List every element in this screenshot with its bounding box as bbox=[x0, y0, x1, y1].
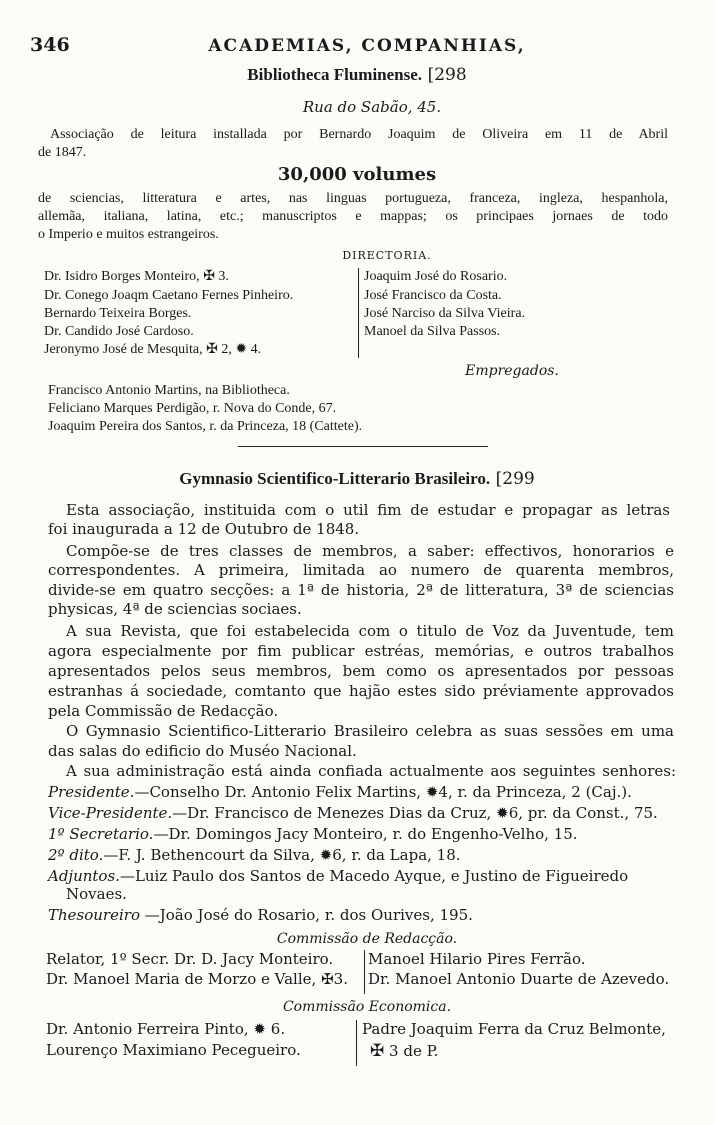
empregado: Francisco Antonio Martins, na Bibliotheca. bbox=[48, 383, 290, 398]
directoria-member: José Narciso da Silva Vieira. bbox=[364, 306, 526, 321]
order-of-rose-icon: ✹ bbox=[425, 783, 439, 801]
directoria-member-name: Bernardo Teixeira Borges. bbox=[44, 306, 192, 321]
section-298-title: Bibliotheca Fluminense. bbox=[247, 65, 423, 84]
directoria-heading: DIRECTORIA. bbox=[342, 249, 432, 262]
running-title: ACADEMIAS, COMPANHIAS, bbox=[208, 36, 526, 56]
order-of-christ-icon: ✠ bbox=[206, 342, 218, 357]
directoria-member bbox=[44, 325, 194, 339]
order-of-christ-icon: ✠ bbox=[321, 970, 334, 988]
redaccao-column-divider bbox=[364, 950, 365, 994]
directoria-member-name: Dr. Candido José Cardoso. bbox=[44, 324, 194, 339]
paragraph-line: divide-se em quatro secções: a 1ª de historia, 2ª de litteratura, 3ª de sciencias bbox=[48, 581, 674, 599]
directoria-member bbox=[44, 307, 191, 321]
paragraph-line: Esta associação, instituida com o util fim de estudar e propagar as letras bbox=[66, 501, 670, 519]
paragraph-line: A sua Revista, que foi estabelecida com o titulo de Voz da Juventude, tem bbox=[66, 622, 674, 640]
officer-role: 2º dito. bbox=[48, 846, 104, 864]
commission-member: Dr. Manoel Antonio Duarte de Azevedo. bbox=[368, 970, 670, 988]
directoria-member bbox=[44, 343, 261, 357]
section-298-volumes: 30,000 volumes bbox=[277, 164, 437, 185]
officer-vice-president bbox=[48, 806, 658, 821]
order-of-rose-icon: ✹ bbox=[319, 846, 333, 864]
officer-name: —Dr. Francisco de Menezes Dias da Cruz, bbox=[172, 804, 492, 822]
officer-first-secretary bbox=[48, 827, 578, 842]
officer-role: 1º Secretario. bbox=[48, 825, 154, 843]
commissao-redaccao-heading: Commissão de Redacção. bbox=[276, 931, 458, 947]
officer-address: 6, pr. da Const., 75. bbox=[508, 804, 658, 822]
section-299-title-row bbox=[0, 470, 714, 488]
directoria-column-divider bbox=[358, 268, 359, 358]
commission-member-name: Dr. Manoel Maria de Morzo e Valle, bbox=[46, 970, 317, 988]
commission-member bbox=[46, 972, 348, 987]
officer-adjuntos-continued: Novaes. bbox=[66, 885, 127, 903]
paragraph-line: O Gymnasio Scientifico-Litterario Brasileiro celebra as suas sessões em uma bbox=[66, 722, 674, 740]
directoria-member bbox=[44, 289, 293, 303]
paragraph-line: estranhas á sociedade, comtanto que hajão estes sido préviamente approvados bbox=[48, 682, 674, 700]
section-298-address: Rua do Sabão, 45. bbox=[302, 98, 442, 116]
paragraph-line: correspondentes. A primeira, limitada ao numero de quarenta membros, bbox=[48, 561, 674, 579]
commission-member: Lourenço Maximiano Pecegueiro. bbox=[46, 1041, 301, 1059]
empregado: Joaquim Pereira dos Santos, r. da Princeza, 18 (Cattete). bbox=[48, 419, 363, 434]
section-299-number: [299 bbox=[495, 469, 535, 489]
commission-member: Padre Joaquim Ferra da Cruz Belmonte, bbox=[362, 1020, 666, 1038]
officer-role: Vice-Presidente. bbox=[48, 804, 173, 822]
commission-member: Manoel Hilario Pires Ferrão. bbox=[368, 950, 586, 968]
officer-name: —Conselho Dr. Antonio Felix Martins, bbox=[134, 783, 422, 801]
section-divider bbox=[238, 446, 488, 447]
commission-member bbox=[46, 1022, 285, 1037]
officer-address: 4, r. da Princeza, 2 (Caj.). bbox=[438, 783, 632, 801]
paragraph-line: physicas, 4ª de sciencias sociaes. bbox=[48, 600, 302, 618]
officer-second-secretary bbox=[48, 848, 461, 863]
commission-member-tail: 3. bbox=[333, 970, 348, 988]
directoria-member-tail: 3. bbox=[218, 269, 229, 284]
section-298-desc-2: allemãa, italiana, latina, etc.; manuscriptos e mappas; os principaes jornaes de todo bbox=[38, 209, 668, 224]
commission-member-name: Dr. Antonio Ferreira Pinto, bbox=[46, 1020, 249, 1038]
commissao-economica-heading: Commissão Economica. bbox=[282, 999, 452, 1015]
commission-member bbox=[362, 1043, 438, 1060]
directoria-member-name: Jeronymo José de Mesquita, bbox=[44, 342, 203, 357]
paragraph-line: A sua administração está ainda confiada actualmente aos seguintes senhores: bbox=[66, 762, 676, 780]
page-number: 346 bbox=[30, 34, 70, 56]
paragraph-line: apresentados pelos seus membros, bem como os apresentados por pessoas bbox=[48, 662, 674, 680]
empregado: Feliciano Marques Perdigão, r. Nova do Conde, 67. bbox=[48, 401, 337, 416]
officer-role: Presidente. bbox=[48, 783, 135, 801]
officer-name: —F. J. Bethencourt da Silva, bbox=[103, 846, 315, 864]
section-298-intro-1: Associação de leitura installada por Bernardo Joaquim de Oliveira em 11 de Abril bbox=[50, 127, 668, 142]
order-of-rose-icon: ✹ bbox=[253, 1020, 266, 1038]
paragraph-line: pela Commissão de Redacção. bbox=[48, 702, 279, 720]
officer-name: —João José do Rosario, r. dos Ourives, 195. bbox=[144, 906, 473, 924]
paragraph-line: foi inaugurada a 12 de Outubro de 1848. bbox=[48, 520, 360, 538]
commission-member: Relator, 1º Secr. Dr. D. Jacy Monteiro. bbox=[46, 950, 334, 968]
paragraph-line: agora especialmente por fim publicar estréas, memórias, e outros trabalhos bbox=[48, 642, 674, 660]
empregados-heading: Empregados. bbox=[465, 363, 559, 379]
directoria-member: Manoel da Silva Passos. bbox=[364, 324, 501, 339]
section-298-intro-2: de 1847. bbox=[38, 145, 87, 160]
order-of-christ-icon: ✠ bbox=[370, 1041, 385, 1061]
paragraph-line: Compõe-se de tres classes de membros, a saber: effectivos, honorarios e bbox=[66, 542, 674, 560]
directoria-member bbox=[44, 270, 229, 284]
officer-role: Adjuntos. bbox=[48, 867, 120, 885]
officer-adjuntos bbox=[48, 869, 628, 884]
directoria-member-name: Dr. Isidro Borges Monteiro, bbox=[44, 269, 200, 284]
officer-name: —Luiz Paulo dos Santos de Macedo Ayque, e Justino de Figueiredo bbox=[119, 867, 629, 885]
commission-member-tail: 6. bbox=[270, 1020, 286, 1038]
officer-address: 6, r. da Lapa, 18. bbox=[332, 846, 461, 864]
economica-column-divider bbox=[356, 1020, 357, 1066]
section-298-desc-3: o Imperio e muitos estrangeiros. bbox=[38, 227, 219, 242]
directoria-member: Joaquim José do Rosario. bbox=[364, 269, 508, 284]
directoria-member: José Francisco da Costa. bbox=[364, 288, 502, 303]
section-299-title: Gymnasio Scientifico-Litterario Brasileiro. bbox=[179, 469, 491, 488]
officer-treasurer bbox=[48, 908, 473, 923]
section-298-desc-1: de sciencias, litteratura e artes, nas linguas portugueza, franceza, ingleza, hespanhola, bbox=[38, 191, 668, 206]
officer-president bbox=[48, 785, 632, 800]
directoria-member-tail: 2, bbox=[221, 342, 232, 357]
directoria-member-tail-2: 4. bbox=[250, 342, 262, 357]
order-of-christ-icon: ✠ bbox=[203, 269, 215, 284]
section-298-number: [298 bbox=[427, 65, 467, 85]
officer-role: Thesoureiro bbox=[48, 906, 140, 924]
paragraph-line: das salas do edificio do Muséo Nacional. bbox=[48, 742, 357, 760]
officer-name: —Dr. Domingos Jacy Monteiro, r. do Engenho-Velho, 15. bbox=[153, 825, 578, 843]
section-298-title-row bbox=[0, 66, 714, 84]
directoria-member-name: Dr. Conego Joaqm Caetano Fernes Pinheiro. bbox=[44, 288, 294, 303]
order-of-rose-icon: ✹ bbox=[235, 342, 248, 357]
order-of-rose-icon: ✹ bbox=[496, 804, 509, 822]
commission-member-tail: 3 de P. bbox=[389, 1042, 439, 1060]
